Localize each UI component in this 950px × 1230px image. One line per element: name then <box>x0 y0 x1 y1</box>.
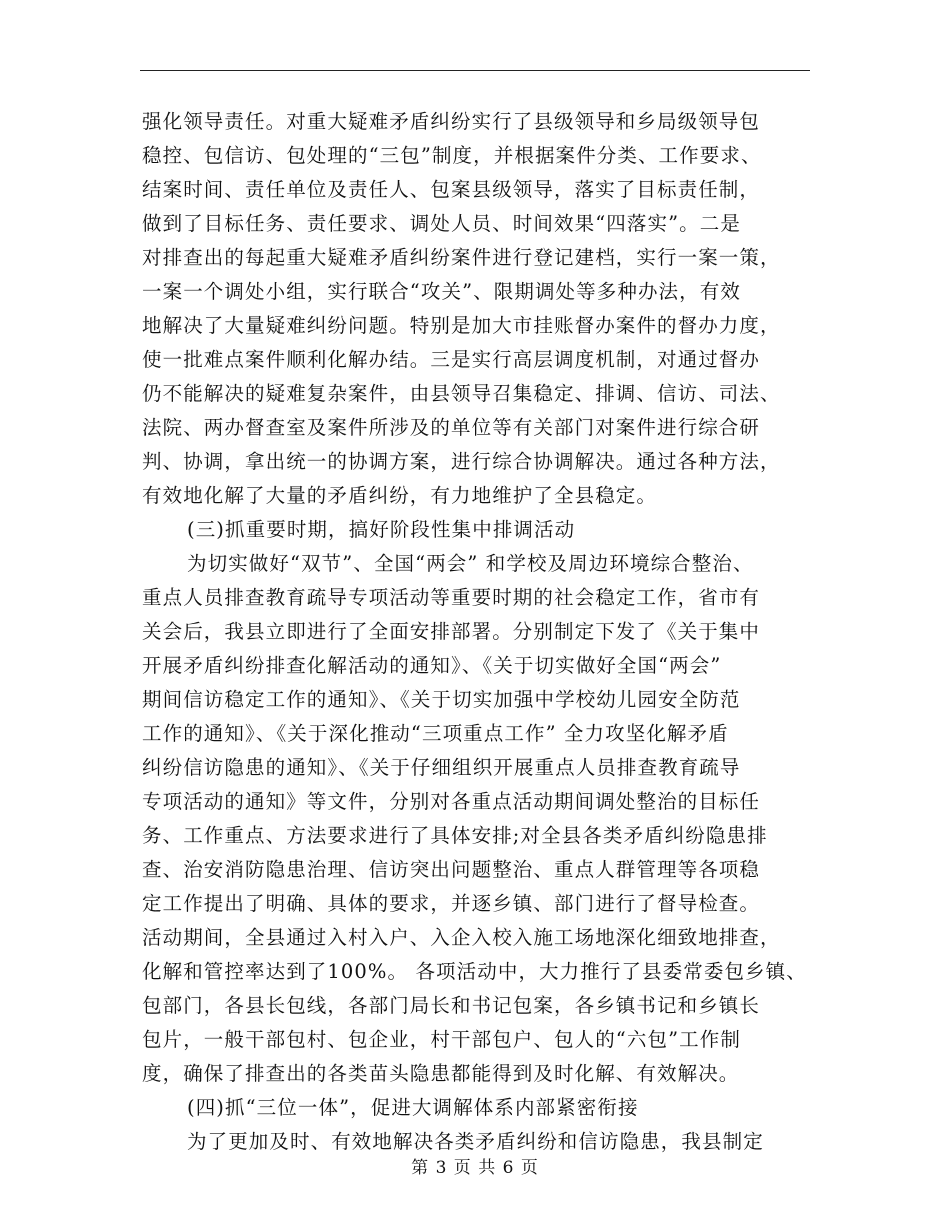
text-line: 工作的通知》、《关于深化推动“三项重点工作” 全力攻坚化解矛盾 <box>142 722 729 745</box>
text-line: 定工作提出了明确、具体的要求，并逐乡镇、部门进行了督导检查。 <box>142 892 761 915</box>
text-line: (三)抓重要时期，搞好阶段性集中排调活动 <box>187 518 576 541</box>
text-line: 包片，一般干部包村、包企业，村干部包户、包人的“六包”工作制 <box>142 1028 741 1051</box>
text-line: 有效地化解了大量的矛盾纠纷，有力地维护了全县稳定。 <box>142 484 658 507</box>
text-line: 包部门，各县长包线，各部门局长和书记包案，各乡镇书记和乡镇长 <box>142 994 761 1017</box>
text-line: 使一批难点案件顺利化解办结。三是实行高层调度机制，对通过督办 <box>142 348 761 371</box>
text-line: 重点人员排查教育疏导专项活动等重要时期的社会稳定工作，省市有 <box>142 586 761 609</box>
text-line: 开展矛盾纠纷排查化解活动的通知》、《关于切实做好全国“两会” <box>142 654 722 677</box>
text-line: 为了更加及时、有效地解决各类矛盾纠纷和信访隐患，我县制定 <box>187 1130 764 1153</box>
text-line: 活动期间，全县通过入村入户、入企入校入施工场地深化细致地排查， <box>142 926 781 949</box>
header-rule <box>140 70 810 71</box>
text-line: 一案一个调处小组，实行联合“攻关”、限期调处等多种办法，有效 <box>142 280 741 303</box>
text-line: 仍不能解决的疑难复杂案件，由县领导召集稳定、排调、信访、司法、 <box>142 382 781 405</box>
text-line: 为切实做好“双节”、全国“两会” 和学校及周边环境综合整治、 <box>187 552 754 575</box>
text-line: 度，确保了排查出的各类苗头隐患都能得到及时化解、有效解决。 <box>142 1062 740 1085</box>
text-line: 查、治安消防隐患治理、信访突出问题整治、重点人群管理等各项稳 <box>142 858 761 881</box>
text-line: 法院、两办督查室及案件所涉及的单位等有关部门对案件进行综合研 <box>142 416 761 439</box>
text-line: (四)抓“三位一体”，促进大调解体系内部紧密衔接 <box>187 1096 639 1119</box>
text-line: 地解决了大量疑难纠纷问题。特别是加大市挂账督办案件的督办力度， <box>142 314 781 337</box>
text-line: 专项活动的通知》等文件，分别对各重点活动期间调处整治的目标任 <box>142 790 761 813</box>
text-line: 务、工作重点、方法要求进行了具体安排;对全县各类矛盾纠纷隐患排 <box>142 824 768 847</box>
text-line: 对排查出的每起重大疑难矛盾纠纷案件进行登记建档，实行一案一策， <box>142 246 781 269</box>
text-line: 稳控、包信访、包处理的“三包”制度，并根据案件分类、工作要求、 <box>142 144 762 167</box>
document-body <box>142 105 822 1159</box>
text-line: 强化领导责任。对重大疑难矛盾纠纷实行了县级领导和乡局级领导包 <box>142 110 761 133</box>
text-line: 关会后，我县立即进行了全面安排部署。分别制定下发了《关于集中 <box>142 620 761 643</box>
text-line: 判、协调，拿出统一的协调方案，进行综合协调解决。通过各种方法， <box>142 450 781 473</box>
text-line: 期间信访稳定工作的通知》、《关于切实加强中学校幼儿园安全防范 <box>142 688 741 711</box>
text-line: 做到了目标任务、责任要求、调处人员、时间效果“四落实”。二是 <box>142 212 741 235</box>
text-line: 结案时间、责任单位及责任人、包案县级领导，落实了目标责任制， <box>142 178 761 201</box>
text-line: 纠纷信访隐患的通知》、《关于仔细组织开展重点人员排查教育疏导 <box>142 756 741 779</box>
text-line: 化解和管控率达到了100%。 各项活动中，大力推行了县委常委包乡镇、 <box>142 960 807 983</box>
page-number-footer: 第 3 页 共 6 页 <box>411 1158 539 1178</box>
